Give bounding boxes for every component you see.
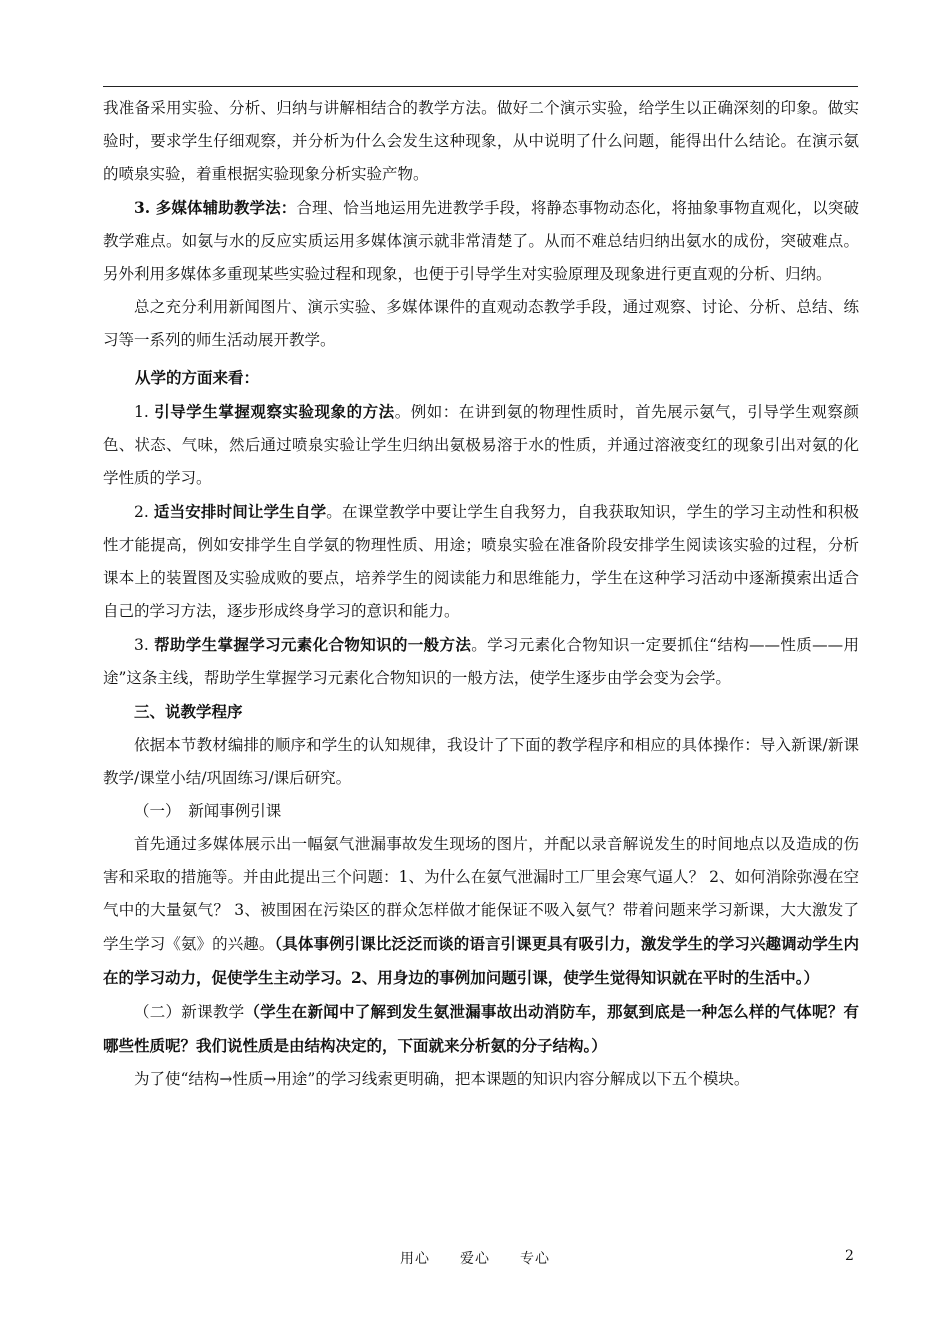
paragraph-modules: 为了使“结构→性质→用途”的学习线索更明确，把本课题的知识内容分解成以下五个模块。: [134, 1070, 750, 1088]
study-aspect-title: 从学的方面来看：: [135, 368, 260, 387]
new-lesson-note: （学生在新闻中了解到发生氨泄漏事故出动消防车，那氨到底是一种怎么样的气体呢？有哪些性质呢？我们说性质是由结构决定的，下面就来分析氨的分子结构。）: [103, 1002, 859, 1055]
study-1-heading: 引导学生掌握观察实验现象的方法: [154, 402, 395, 421]
paragraph-summary: 总之充分利用新闻图片、演示实验、多媒体课件的直观动态教学手段，通过观察、讨论、分析、总结、练习等一系列的师生活动展开教学。: [103, 298, 859, 349]
heading-study-aspect: [103, 361, 859, 395]
page-footer: 用心 爱心 专心: [400, 1251, 550, 1267]
news-intro-note: （具体事例引课比泛泛而谈的语言引课更具有吸引力，激发学生的学习兴趣调动学生内在的学习动力，促使学生主动学习。2、用身边的事例加问题引课，使学生觉得知识就在平时的生活中。）: [103, 934, 859, 987]
paragraph-procedure: 依据本节教材编排的顺序和学生的认知规律，我设计了下面的教学程序和相应的具体操作：导入新课/新课教学/课堂小结/巩固练习/课后研究。: [103, 736, 859, 787]
new-lesson-label: （二）新课教学: [134, 1003, 245, 1021]
study-2-text: 。在课堂教学中要让学生自我努力，自我获取知识，学生的学习主动性和积极性才能提高，例如安排学生自学氨的物理性质、用途；喷泉实验在准备阶段安排学生阅读该实验的过程，分析课本上的装置图及实验成败的要点，培养学生的阅读能力和思维能力，学生在这种学习活动中逐渐摸索出适合自己的学习方法，逐步形成终身学习的意识和能力。: [103, 503, 859, 620]
section-heading-procedure: [103, 695, 859, 729]
procedure-title: 三、说教学程序: [134, 702, 243, 721]
paragraph-multimedia: [103, 191, 859, 291]
multimedia-text: 合理、恰当地运用先进教学手段，将静态事物动态化，将抽象事物直观化，以突破教学难点。如氨与水的反应实质运用多媒体演示就非常清楚了。从而不难总结归纳出氨水的成份，突破难点。另外利用多媒体多重现某些实验过程和现象，也便于引导学生对实验原理及现象进行更直观的分析、归纳。: [103, 199, 859, 283]
header-rule: [103, 86, 858, 87]
paragraph-study-1: [103, 395, 859, 495]
paragraph-methods: 我准备采用实验、分析、归纳与讲解相结合的教学方法。做好二个演示实验，给学生以正确深刻的印象。做实验时，要求学生仔细观察，并分析为什么会发生这种现象，从中说明了什么问题，能得出什么结论。在演示氨的喷泉实验，着重根据实验现象分析实验产物。: [103, 99, 859, 183]
document-body: [103, 92, 859, 1096]
study-2-number: 2.: [134, 503, 154, 521]
study-3-heading: 帮助学生掌握学习元素化合物知识的一般方法: [154, 635, 472, 654]
study-1-text: 。例如：在讲到氨的物理性质时，首先展示氨气，引导学生观察颜色、状态、气味，然后通过喷泉实验让学生归纳出氨极易溶于水的性质，并通过溶液变红的现象引出对氨的化学性质的学习。: [103, 403, 859, 487]
subheading-new-lesson: [103, 995, 859, 1063]
news-intro-text: 首先通过多媒体展示出一幅氨气泄漏事故发生现场的图片，并配以录音解说发生的时间地点以及造成的伤害和采取的措施等。并由此提出三个问题：1、为什么在氨气泄漏时工厂里会寒气逼人？ 2、如何消除弥漫在空气中的大量氨气？ 3、被围困在污染区的群众怎样做才能保证不吸入氨气？带着问题来学习新课，大大激发了学生学习《氨》的兴趣。: [103, 835, 859, 953]
subheading-news-intro: （一） 新闻事例引课: [134, 802, 282, 820]
paragraph-study-2: [103, 495, 859, 628]
study-3-text: 。学习元素化合物知识一定要抓住“结构——性质——用途”这条主线，帮助学生掌握学习元素化合物知识的一般方法，使学生逐步由学会变为会学。: [103, 636, 859, 687]
page-number: 2: [845, 1248, 854, 1264]
multimedia-heading: 3. 多媒体辅助教学法：: [134, 198, 297, 217]
study-3-number: 3.: [134, 636, 155, 654]
paragraph-news-intro: [103, 828, 859, 995]
paragraph-study-3: [103, 628, 859, 695]
study-1-number: 1.: [134, 403, 155, 421]
study-2-heading: 适当安排时间让学生自学: [153, 502, 327, 521]
